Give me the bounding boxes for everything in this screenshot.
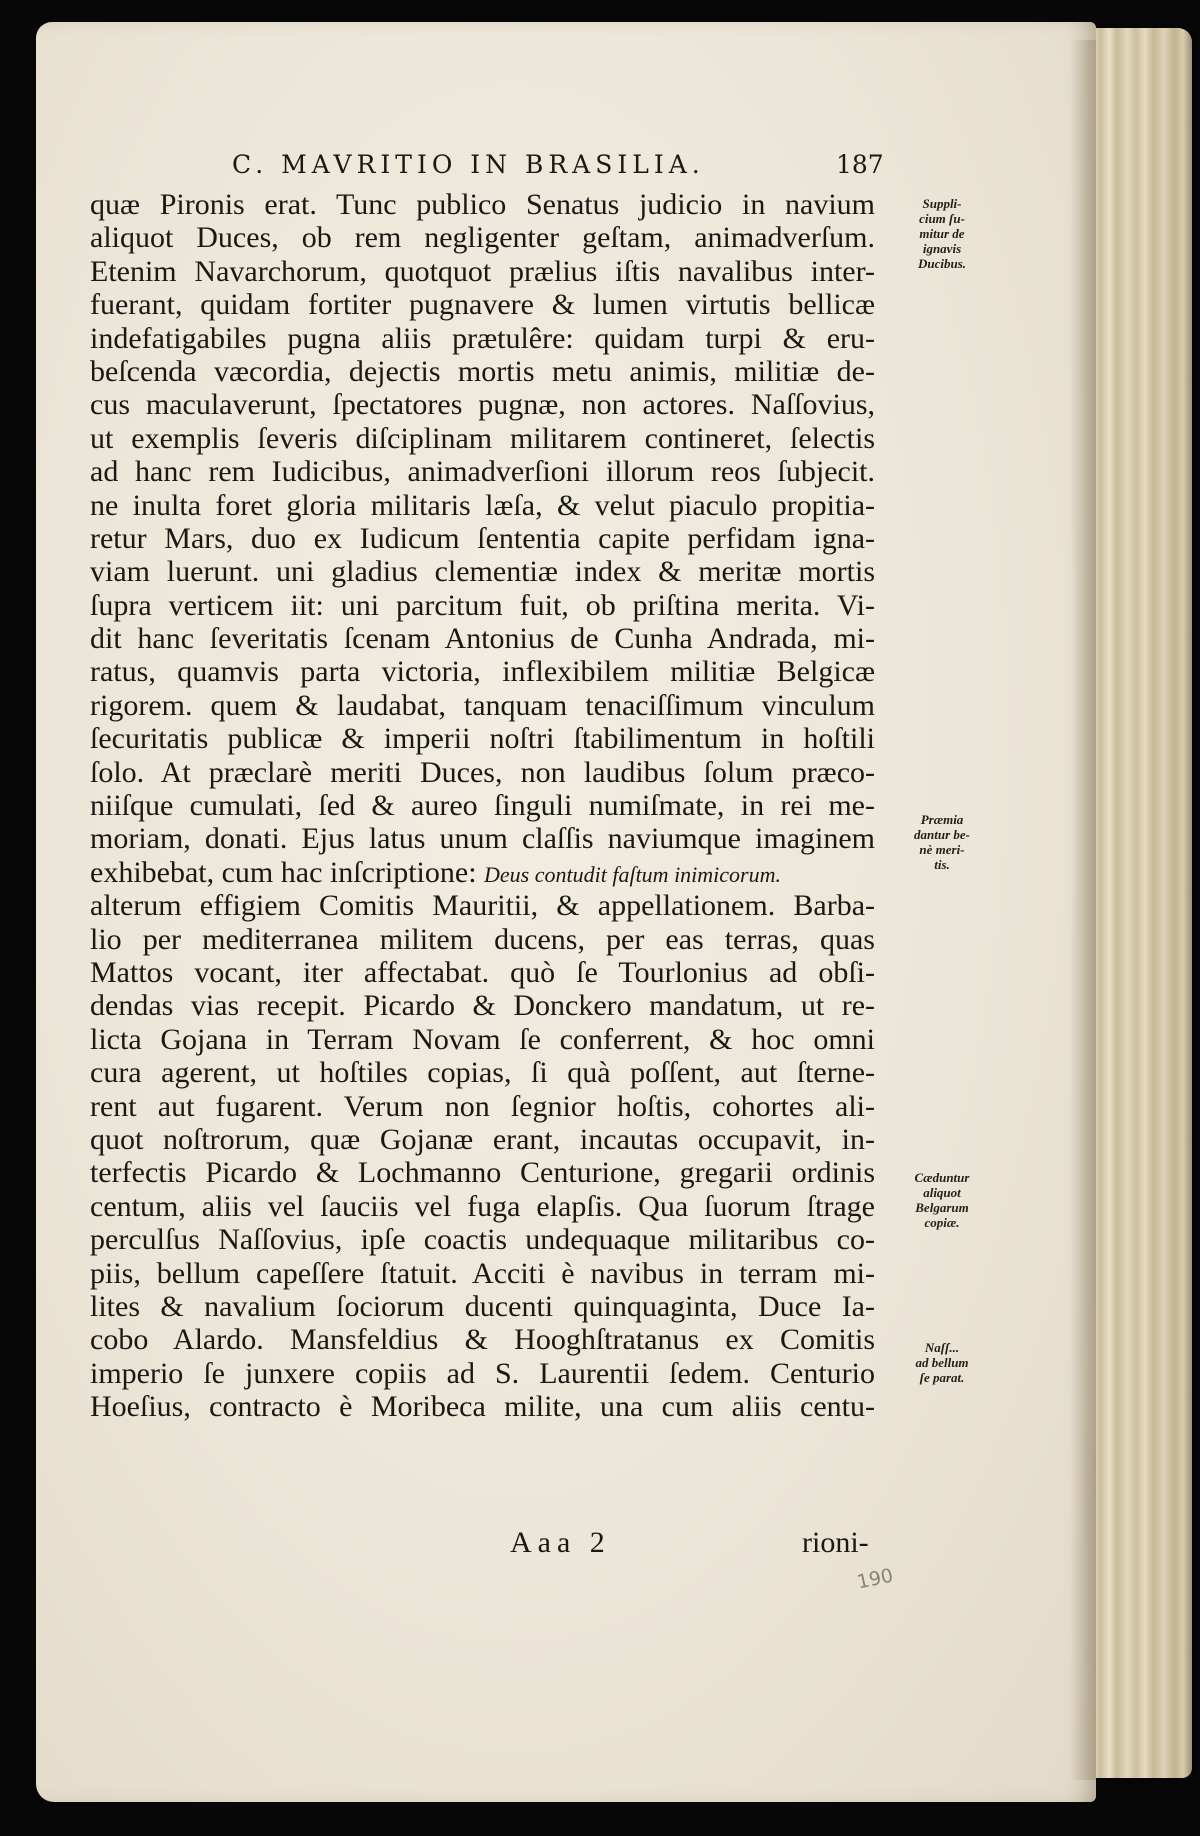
text-line: beſcenda væcordia, dejectis mortis metu animis, militiæ de- [90, 354, 875, 388]
text-line: niiſque cumulati, ſed & aureo ſinguli numiſmate, in rei me- [90, 789, 875, 823]
text-line: ne inulta foret gloria militaris læſa, & velut piaculo propitia- [90, 488, 875, 522]
text-line: rent aut fugarent. Verum non ſegnior hoſtis, cohortes ali- [90, 1089, 875, 1123]
inscription: Deus contudit faſtum inimicorum. [484, 861, 782, 887]
text-line: cobo Alardo. Mansfeldius & Hooghſtratanus ex Comitis [90, 1323, 875, 1357]
margin-note-line: Suppli- [922, 196, 962, 211]
text-line: retur Mars, duo ex Iudicum ſententia capite perfidam igna- [90, 521, 875, 555]
text-line: piis, bellum capeſſere ſtatuit. Acciti è navibus in terram mi- [90, 1256, 875, 1290]
text-line: perculſus Naſſovius, ipſe coactis undequaque militaribus co- [90, 1223, 875, 1257]
text-line: aliquot Duces, ob rem negligenter geſtam, animadverſum. [90, 221, 875, 255]
text-line: indefatigabiles pugna aliis prætulêre: quidam turpi & eru- [90, 321, 875, 355]
text-line: Mattos vocant, iter affectabat. quò ſe Tourlonius ad obſi- [90, 955, 875, 989]
text-line: dit hanc ſeveritatis ſcenam Antonius de Cunha Andrada, mi- [90, 622, 875, 656]
margin-note-line: nè meri- [919, 842, 965, 857]
pencil-folio-number: 190 [855, 1564, 896, 1594]
text-line: alterum effigiem Comitis Mauritii, & appellationem. Barba- [90, 889, 875, 923]
text-line: imperio ſe junxere copiis ad S. Laurentii ſedem. Centurio [90, 1356, 875, 1390]
margin-note-line: Ducibus. [917, 256, 967, 271]
signature-mark: Aaa 2 [510, 1526, 611, 1559]
page-edges [1080, 28, 1192, 1778]
margin-note-punishment [892, 196, 992, 271]
text-segment: exhibebat, cum hac inſcriptione: [90, 855, 477, 889]
text-line: Etenim Navarchorum, quotquot prælius iſtis navalibus inter- [90, 254, 875, 288]
margin-note-rewards [892, 812, 992, 872]
margin-note-line: ſe parat. [919, 1370, 965, 1385]
text-line: ut exemplis ſeveris diſciplinam militarem contineret, ſelectis [90, 421, 875, 455]
text-line: cura agerent, ut hoſtiles copias, ſi quà poſſent, aut ſterne- [90, 1056, 875, 1090]
text-line: terfectis Picardo & Lochmanno Centurione, gregarii ordinis [90, 1156, 875, 1190]
text-line: ſolo. At præclarè meriti Duces, non laudibus ſolum præco- [90, 755, 875, 789]
margin-note-line: dantur be- [914, 827, 970, 842]
text-line: Hoeſius, contracto è Moribeca milite, una cum aliis centu- [90, 1390, 875, 1424]
text-line-with-inscription [90, 856, 875, 889]
margin-note-line: Belgarum [915, 1200, 969, 1215]
margin-note-losses [892, 1170, 992, 1230]
catchword: rioni- [802, 1526, 869, 1559]
text-line: ſecuritatis publicæ & imperii noſtri ſtabilimentum in hoſtili [90, 722, 875, 756]
text-line: lites & navalium ſociorum ducenti quinquaginta, Duce Ia- [90, 1289, 875, 1323]
text-line: rigorem. quem & laudabat, tanquam tenaciſſimum vinculum [90, 688, 875, 722]
text-line: centum, aliis vel ſauciis vel fuga elapſis. Qua ſuorum ſtrage [90, 1189, 875, 1223]
text-line: moriam, donati. Ejus latus unum claſſis naviumque imaginem [90, 822, 875, 856]
text-line: quæ Pironis erat. Tunc publico Senatus judicio in navium [90, 188, 875, 221]
margin-note-line: Naſſ... [924, 1340, 960, 1355]
text-line: ſupra verticem iit: uni parcitum fuit, ob priſtina merita. Vi- [90, 588, 875, 622]
text-line: ad hanc rem Iudicibus, animadverſioni illorum reos ſubjecit. [90, 455, 875, 489]
page-number: 187 [836, 150, 884, 179]
margin-note-line: tis. [934, 857, 950, 872]
text-line: cus maculaverunt, ſpectatores pugnæ, non actores. Naſſovius, [90, 388, 875, 422]
running-head [0, 150, 1200, 190]
text-line: fuerant, quidam fortiter pugnavere & lumen virtutis bellicæ [90, 288, 875, 322]
margin-note-line: mitur de [919, 226, 965, 241]
margin-note-line: Præmia [920, 812, 964, 827]
running-title: C. MAVRITIO IN BRASILIA. [232, 150, 705, 179]
margin-note-line: aliquot [923, 1185, 961, 1200]
margin-note-line: ignavis [922, 241, 962, 256]
margin-note-line: Cæduntur [914, 1170, 970, 1185]
text-line: ratus, quamvis parta victoria, inflexibilem militiæ Belgicæ [90, 655, 875, 689]
margin-note-war-preparation [892, 1340, 992, 1385]
text-line: lio per mediterranea militem ducens, per eas terras, quas [90, 922, 875, 956]
margin-note-line: cium ſu- [919, 211, 965, 226]
margin-note-line: ad bellum [915, 1355, 969, 1370]
body-text [90, 188, 875, 1423]
text-line: dendas vias recepit. Picardo & Donckero mandatum, ut re- [90, 989, 875, 1023]
text-line: viam luerunt. uni gladius clementiæ index & meritæ mortis [90, 555, 875, 589]
text-line: licta Gojana in Terram Novam ſe conferrent, & hoc omni [90, 1022, 875, 1056]
margin-note-line: copiæ. [924, 1215, 960, 1230]
page-fold-shadow [1070, 40, 1096, 1780]
text-line: quot noſtrorum, quæ Gojanæ erant, incautas occupavit, in- [90, 1122, 875, 1156]
